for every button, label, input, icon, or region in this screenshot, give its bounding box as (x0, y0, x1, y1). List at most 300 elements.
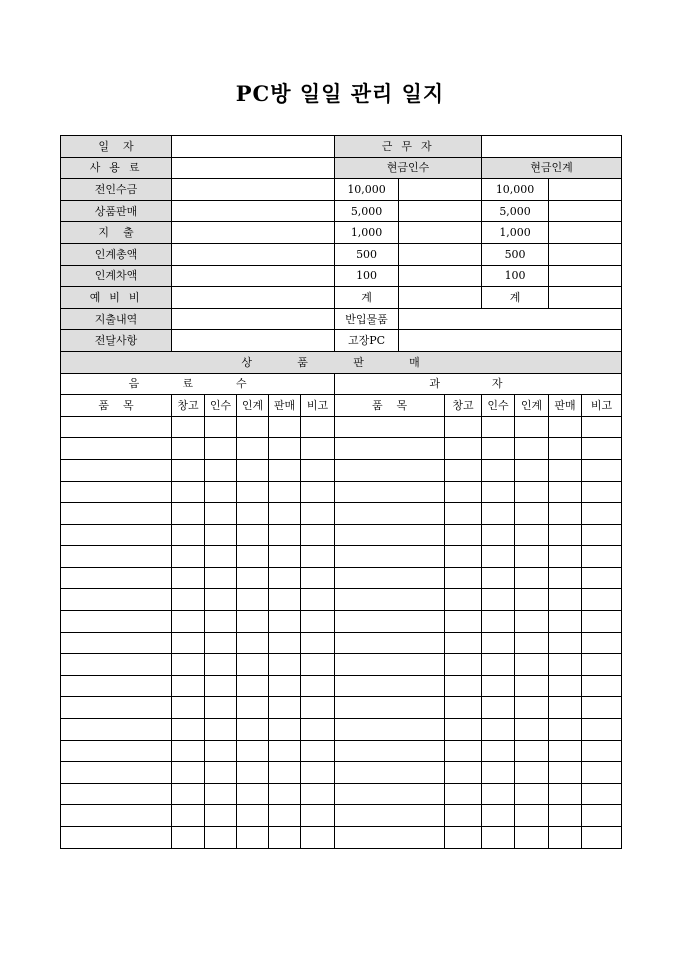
snacks-sales-cell[interactable] (549, 827, 582, 849)
drinks-received-cell[interactable] (205, 459, 237, 481)
snacks-sales-cell[interactable] (549, 546, 582, 568)
snacks-sales-cell[interactable] (549, 675, 582, 697)
drinks-note-cell[interactable] (301, 589, 335, 611)
snacks-handover-cell[interactable] (515, 589, 549, 611)
denom-handover-500: 500 (482, 243, 549, 265)
snacks-warehouse-cell[interactable] (445, 438, 482, 460)
count-received-100[interactable] (399, 265, 482, 287)
snacks-warehouse-cell[interactable] (445, 740, 482, 762)
count-received-500[interactable] (399, 243, 482, 265)
drinks-note-cell[interactable] (301, 524, 335, 546)
snacks-col-item: 품 목 (335, 395, 445, 417)
drinks-received-cell[interactable] (205, 675, 237, 697)
handover-diff-field[interactable] (172, 265, 335, 287)
drinks-item-cell[interactable] (61, 827, 172, 849)
drinks-handover-cell[interactable] (237, 697, 269, 719)
snacks-received-cell[interactable] (482, 459, 515, 481)
drinks-item-cell[interactable] (61, 524, 172, 546)
drinks-received-cell[interactable] (205, 416, 237, 438)
snacks-item-cell[interactable] (335, 589, 445, 611)
snacks-item-cell[interactable] (335, 481, 445, 503)
drinks-warehouse-cell[interactable] (172, 503, 205, 525)
snacks-handover-cell[interactable] (515, 503, 549, 525)
snacks-note-cell[interactable] (582, 827, 622, 849)
snacks-sales-cell[interactable] (549, 589, 582, 611)
snacks-received-cell[interactable] (482, 567, 515, 589)
drinks-note-cell[interactable] (301, 783, 335, 805)
drinks-warehouse-cell[interactable] (172, 416, 205, 438)
snacks-item-cell[interactable] (335, 654, 445, 676)
drinks-item-cell[interactable] (61, 416, 172, 438)
drinks-col-warehouse: 창고 (172, 395, 205, 417)
drinks-sales-cell[interactable] (269, 632, 301, 654)
drinks-note-cell[interactable] (301, 654, 335, 676)
drinks-sales-cell[interactable] (269, 697, 301, 719)
delivered-goods-field[interactable] (399, 308, 622, 330)
snacks-warehouse-cell[interactable] (445, 654, 482, 676)
snacks-warehouse-cell[interactable] (445, 589, 482, 611)
daily-log-form (60, 135, 622, 849)
drinks-item-cell[interactable] (61, 719, 172, 741)
snacks-warehouse-cell[interactable] (445, 611, 482, 633)
drinks-received-cell[interactable] (205, 783, 237, 805)
count-handover-100[interactable] (549, 265, 622, 287)
drinks-col-sales: 판매 (269, 395, 301, 417)
drinks-received-cell[interactable] (205, 632, 237, 654)
date-field[interactable] (172, 136, 335, 158)
snacks-warehouse-cell[interactable] (445, 567, 482, 589)
snacks-note-cell[interactable] (582, 783, 622, 805)
drinks-warehouse-cell[interactable] (172, 697, 205, 719)
snacks-note-cell[interactable] (582, 740, 622, 762)
drinks-item-cell[interactable] (61, 567, 172, 589)
snacks-item-cell[interactable] (335, 675, 445, 697)
snacks-handover-cell[interactable] (515, 827, 549, 849)
drinks-warehouse-cell[interactable] (172, 632, 205, 654)
snacks-warehouse-cell[interactable] (445, 827, 482, 849)
snacks-sales-cell[interactable] (549, 503, 582, 525)
snacks-item-cell[interactable] (335, 783, 445, 805)
drinks-sales-cell[interactable] (269, 438, 301, 460)
snacks-handover-cell[interactable] (515, 438, 549, 460)
snacks-handover-cell[interactable] (515, 524, 549, 546)
snacks-received-cell[interactable] (482, 632, 515, 654)
drinks-handover-cell[interactable] (237, 524, 269, 546)
drinks-received-cell[interactable] (205, 805, 237, 827)
drinks-handover-cell[interactable] (237, 675, 269, 697)
goods-sales-field[interactable] (172, 200, 335, 222)
usage-fee-label: 사 용 료 (61, 157, 172, 179)
drinks-sales-cell[interactable] (269, 611, 301, 633)
table-row (61, 675, 622, 697)
drinks-warehouse-cell[interactable] (172, 783, 205, 805)
drinks-sales-cell[interactable] (269, 740, 301, 762)
snacks-handover-cell[interactable] (515, 719, 549, 741)
snacks-warehouse-cell[interactable] (445, 697, 482, 719)
snacks-warehouse-cell[interactable] (445, 783, 482, 805)
drinks-sales-cell[interactable] (269, 459, 301, 481)
snacks-received-cell[interactable] (482, 438, 515, 460)
broken-pc-label: 고장PC (335, 330, 399, 352)
drinks-handover-cell[interactable] (237, 719, 269, 741)
drinks-handover-cell[interactable] (237, 654, 269, 676)
drinks-received-cell[interactable] (205, 524, 237, 546)
drinks-item-cell[interactable] (61, 740, 172, 762)
row-handover-diff (61, 265, 622, 287)
snacks-received-cell[interactable] (482, 719, 515, 741)
snacks-handover-cell[interactable] (515, 567, 549, 589)
drinks-note-cell[interactable] (301, 611, 335, 633)
snacks-item-cell[interactable] (335, 459, 445, 481)
drinks-item-cell[interactable] (61, 459, 172, 481)
snacks-warehouse-cell[interactable] (445, 632, 482, 654)
snacks-handover-cell[interactable] (515, 611, 549, 633)
drinks-note-cell[interactable] (301, 459, 335, 481)
snacks-item-cell[interactable] (335, 740, 445, 762)
drinks-item-cell[interactable] (61, 762, 172, 784)
drinks-warehouse-cell[interactable] (172, 719, 205, 741)
snacks-handover-cell[interactable] (515, 481, 549, 503)
drinks-handover-cell[interactable] (237, 827, 269, 849)
snacks-sales-cell[interactable] (549, 524, 582, 546)
cash-handover-header: 현금인계 (482, 157, 622, 179)
handover-sum-field[interactable] (549, 287, 622, 309)
snacks-warehouse-cell[interactable] (445, 805, 482, 827)
snacks-warehouse-cell[interactable] (445, 481, 482, 503)
drinks-warehouse-cell[interactable] (172, 827, 205, 849)
drinks-handover-cell[interactable] (237, 481, 269, 503)
drinks-handover-cell[interactable] (237, 438, 269, 460)
snacks-note-cell[interactable] (582, 524, 622, 546)
drinks-handover-cell[interactable] (237, 632, 269, 654)
snacks-received-cell[interactable] (482, 416, 515, 438)
drinks-received-cell[interactable] (205, 740, 237, 762)
snacks-note-cell[interactable] (582, 546, 622, 568)
drinks-sales-cell[interactable] (269, 416, 301, 438)
snacks-sales-cell[interactable] (549, 438, 582, 460)
usage-fee-field[interactable] (172, 157, 335, 179)
snacks-handover-cell[interactable] (515, 632, 549, 654)
count-handover-1000[interactable] (549, 222, 622, 244)
drinks-item-cell[interactable] (61, 589, 172, 611)
handover-diff-label: 인계차액 (61, 265, 172, 287)
drinks-col-handover: 인계 (237, 395, 269, 417)
expense-detail-label: 지출내역 (61, 308, 172, 330)
row-column-headers (61, 395, 622, 417)
drinks-note-cell[interactable] (301, 805, 335, 827)
drinks-note-cell[interactable] (301, 632, 335, 654)
snacks-handover-cell[interactable] (515, 416, 549, 438)
snacks-warehouse-cell[interactable] (445, 503, 482, 525)
snacks-sales-cell[interactable] (549, 416, 582, 438)
drinks-warehouse-cell[interactable] (172, 611, 205, 633)
snacks-received-cell[interactable] (482, 589, 515, 611)
drinks-note-cell[interactable] (301, 567, 335, 589)
drinks-warehouse-cell[interactable] (172, 740, 205, 762)
expense-detail-field[interactable] (172, 308, 335, 330)
snacks-received-cell[interactable] (482, 697, 515, 719)
snacks-note-cell[interactable] (582, 567, 622, 589)
drinks-col-note: 비고 (301, 395, 335, 417)
drinks-note-cell[interactable] (301, 481, 335, 503)
drinks-handover-cell[interactable] (237, 740, 269, 762)
drinks-note-cell[interactable] (301, 719, 335, 741)
snacks-received-cell[interactable] (482, 827, 515, 849)
drinks-handover-cell[interactable] (237, 589, 269, 611)
snacks-item-cell[interactable] (335, 827, 445, 849)
drinks-item-cell[interactable] (61, 503, 172, 525)
snacks-received-cell[interactable] (482, 654, 515, 676)
snacks-sales-cell[interactable] (549, 481, 582, 503)
count-handover-10000[interactable] (549, 179, 622, 201)
snacks-sales-cell[interactable] (549, 654, 582, 676)
drinks-item-cell[interactable] (61, 546, 172, 568)
drinks-warehouse-cell[interactable] (172, 654, 205, 676)
drinks-header: 음 료 수 (61, 373, 335, 395)
broken-pc-field[interactable] (399, 330, 622, 352)
snacks-sales-cell[interactable] (549, 611, 582, 633)
snacks-item-cell[interactable] (335, 762, 445, 784)
snacks-note-cell[interactable] (582, 503, 622, 525)
staff-field[interactable] (482, 136, 622, 158)
drinks-note-cell[interactable] (301, 697, 335, 719)
snacks-warehouse-cell[interactable] (445, 719, 482, 741)
table-row (61, 719, 622, 741)
drinks-received-cell[interactable] (205, 567, 237, 589)
snacks-note-cell[interactable] (582, 416, 622, 438)
snacks-note-cell[interactable] (582, 611, 622, 633)
snacks-item-cell[interactable] (335, 546, 445, 568)
drinks-received-cell[interactable] (205, 438, 237, 460)
drinks-item-cell[interactable] (61, 805, 172, 827)
drinks-handover-cell[interactable] (237, 805, 269, 827)
snacks-sales-cell[interactable] (549, 762, 582, 784)
drinks-sales-cell[interactable] (269, 546, 301, 568)
snacks-sales-cell[interactable] (549, 632, 582, 654)
date-label: 일 자 (61, 136, 172, 158)
prev-collection-field[interactable] (172, 179, 335, 201)
messages-field[interactable] (172, 330, 335, 352)
snacks-col-note: 비고 (582, 395, 622, 417)
snacks-received-cell[interactable] (482, 481, 515, 503)
drinks-item-cell[interactable] (61, 632, 172, 654)
snacks-handover-cell[interactable] (515, 740, 549, 762)
snacks-note-cell[interactable] (582, 762, 622, 784)
table-row (61, 762, 622, 784)
snacks-note-cell[interactable] (582, 589, 622, 611)
staff-label: 근 무 자 (335, 136, 482, 158)
table-row (61, 654, 622, 676)
drinks-warehouse-cell[interactable] (172, 546, 205, 568)
drinks-received-cell[interactable] (205, 503, 237, 525)
snacks-handover-cell[interactable] (515, 459, 549, 481)
drinks-item-cell[interactable] (61, 654, 172, 676)
prev-collection-label: 전인수금 (61, 179, 172, 201)
snacks-note-cell[interactable] (582, 654, 622, 676)
snacks-note-cell[interactable] (582, 459, 622, 481)
snacks-received-cell[interactable] (482, 524, 515, 546)
snacks-note-cell[interactable] (582, 675, 622, 697)
snacks-sales-cell[interactable] (549, 459, 582, 481)
snacks-warehouse-cell[interactable] (445, 459, 482, 481)
drinks-sales-cell[interactable] (269, 567, 301, 589)
snacks-warehouse-cell[interactable] (445, 762, 482, 784)
count-received-5000[interactable] (399, 200, 482, 222)
drinks-sales-cell[interactable] (269, 589, 301, 611)
drinks-note-cell[interactable] (301, 503, 335, 525)
snacks-received-cell[interactable] (482, 805, 515, 827)
drinks-warehouse-cell[interactable] (172, 762, 205, 784)
snacks-warehouse-cell[interactable] (445, 416, 482, 438)
snacks-sales-cell[interactable] (549, 740, 582, 762)
expense-field[interactable] (172, 222, 335, 244)
snacks-handover-cell[interactable] (515, 805, 549, 827)
snacks-warehouse-cell[interactable] (445, 675, 482, 697)
snacks-col-sales: 판매 (549, 395, 582, 417)
handover-total-label: 인계총액 (61, 243, 172, 265)
snacks-note-cell[interactable] (582, 481, 622, 503)
row-expense-detail (61, 308, 622, 330)
drinks-warehouse-cell[interactable] (172, 438, 205, 460)
drinks-received-cell[interactable] (205, 827, 237, 849)
drinks-item-cell[interactable] (61, 697, 172, 719)
drinks-handover-cell[interactable] (237, 762, 269, 784)
snacks-item-cell[interactable] (335, 632, 445, 654)
drinks-received-cell[interactable] (205, 589, 237, 611)
drinks-received-cell[interactable] (205, 546, 237, 568)
drinks-sales-cell[interactable] (269, 783, 301, 805)
snacks-item-cell[interactable] (335, 503, 445, 525)
snacks-handover-cell[interactable] (515, 697, 549, 719)
snacks-sales-cell[interactable] (549, 719, 582, 741)
snacks-received-cell[interactable] (482, 611, 515, 633)
row-date (61, 136, 622, 158)
snacks-item-cell[interactable] (335, 438, 445, 460)
drinks-received-cell[interactable] (205, 697, 237, 719)
table-row (61, 481, 622, 503)
snacks-received-cell[interactable] (482, 675, 515, 697)
drinks-handover-cell[interactable] (237, 611, 269, 633)
snacks-received-cell[interactable] (482, 762, 515, 784)
snacks-item-cell[interactable] (335, 697, 445, 719)
drinks-warehouse-cell[interactable] (172, 481, 205, 503)
denom-handover-1000: 1,000 (482, 222, 549, 244)
drinks-handover-cell[interactable] (237, 459, 269, 481)
drinks-sales-cell[interactable] (269, 827, 301, 849)
drinks-note-cell[interactable] (301, 740, 335, 762)
drinks-sales-cell[interactable] (269, 675, 301, 697)
snacks-sales-cell[interactable] (549, 567, 582, 589)
snacks-warehouse-cell[interactable] (445, 546, 482, 568)
snacks-received-cell[interactable] (482, 546, 515, 568)
snacks-item-cell[interactable] (335, 805, 445, 827)
row-handover-total (61, 243, 622, 265)
drinks-warehouse-cell[interactable] (172, 805, 205, 827)
count-received-1000[interactable] (399, 222, 482, 244)
snacks-note-cell[interactable] (582, 438, 622, 460)
drinks-handover-cell[interactable] (237, 567, 269, 589)
snacks-item-cell[interactable] (335, 611, 445, 633)
snacks-sales-cell[interactable] (549, 697, 582, 719)
drinks-sales-cell[interactable] (269, 654, 301, 676)
handover-total-field[interactable] (172, 243, 335, 265)
denom-received-10000: 10,000 (335, 179, 399, 201)
drinks-sales-cell[interactable] (269, 805, 301, 827)
drinks-handover-cell[interactable] (237, 783, 269, 805)
count-received-10000[interactable] (399, 179, 482, 201)
snacks-sales-cell[interactable] (549, 783, 582, 805)
drinks-received-cell[interactable] (205, 481, 237, 503)
drinks-warehouse-cell[interactable] (172, 567, 205, 589)
drinks-note-cell[interactable] (301, 416, 335, 438)
drinks-received-cell[interactable] (205, 762, 237, 784)
delivered-goods-label: 반입물품 (335, 308, 399, 330)
snacks-item-cell[interactable] (335, 567, 445, 589)
drinks-warehouse-cell[interactable] (172, 589, 205, 611)
drinks-received-cell[interactable] (205, 719, 237, 741)
snacks-note-cell[interactable] (582, 632, 622, 654)
drinks-warehouse-cell[interactable] (172, 675, 205, 697)
snacks-handover-cell[interactable] (515, 654, 549, 676)
drinks-note-cell[interactable] (301, 762, 335, 784)
drinks-item-cell[interactable] (61, 783, 172, 805)
snacks-received-cell[interactable] (482, 740, 515, 762)
drinks-received-cell[interactable] (205, 654, 237, 676)
snacks-note-cell[interactable] (582, 719, 622, 741)
drinks-sales-cell[interactable] (269, 719, 301, 741)
row-prev-collection (61, 179, 622, 201)
snacks-note-cell[interactable] (582, 697, 622, 719)
drinks-item-cell[interactable] (61, 481, 172, 503)
snacks-handover-cell[interactable] (515, 675, 549, 697)
drinks-warehouse-cell[interactable] (172, 524, 205, 546)
snacks-handover-cell[interactable] (515, 783, 549, 805)
drinks-note-cell[interactable] (301, 546, 335, 568)
reserve-field[interactable] (172, 287, 335, 309)
drinks-note-cell[interactable] (301, 438, 335, 460)
drinks-handover-cell[interactable] (237, 546, 269, 568)
snacks-note-cell[interactable] (582, 805, 622, 827)
table-row (61, 546, 622, 568)
expense-label: 지 출 (61, 222, 172, 244)
drinks-sales-cell[interactable] (269, 762, 301, 784)
drinks-warehouse-cell[interactable] (172, 459, 205, 481)
drinks-note-cell[interactable] (301, 675, 335, 697)
snacks-item-cell[interactable] (335, 719, 445, 741)
drinks-item-cell[interactable] (61, 438, 172, 460)
snacks-item-cell[interactable] (335, 524, 445, 546)
snacks-received-cell[interactable] (482, 503, 515, 525)
count-handover-500[interactable] (549, 243, 622, 265)
drinks-sales-cell[interactable] (269, 481, 301, 503)
drinks-handover-cell[interactable] (237, 416, 269, 438)
drinks-received-cell[interactable] (205, 611, 237, 633)
snacks-sales-cell[interactable] (549, 805, 582, 827)
drinks-sales-cell[interactable] (269, 503, 301, 525)
drinks-handover-cell[interactable] (237, 503, 269, 525)
drinks-item-cell[interactable] (61, 675, 172, 697)
snacks-warehouse-cell[interactable] (445, 524, 482, 546)
snacks-received-cell[interactable] (482, 783, 515, 805)
snacks-item-cell[interactable] (335, 416, 445, 438)
drinks-note-cell[interactable] (301, 827, 335, 849)
received-sum-field[interactable] (399, 287, 482, 309)
snacks-handover-cell[interactable] (515, 762, 549, 784)
snacks-handover-cell[interactable] (515, 546, 549, 568)
drinks-item-cell[interactable] (61, 611, 172, 633)
count-handover-5000[interactable] (549, 200, 622, 222)
drinks-sales-cell[interactable] (269, 524, 301, 546)
